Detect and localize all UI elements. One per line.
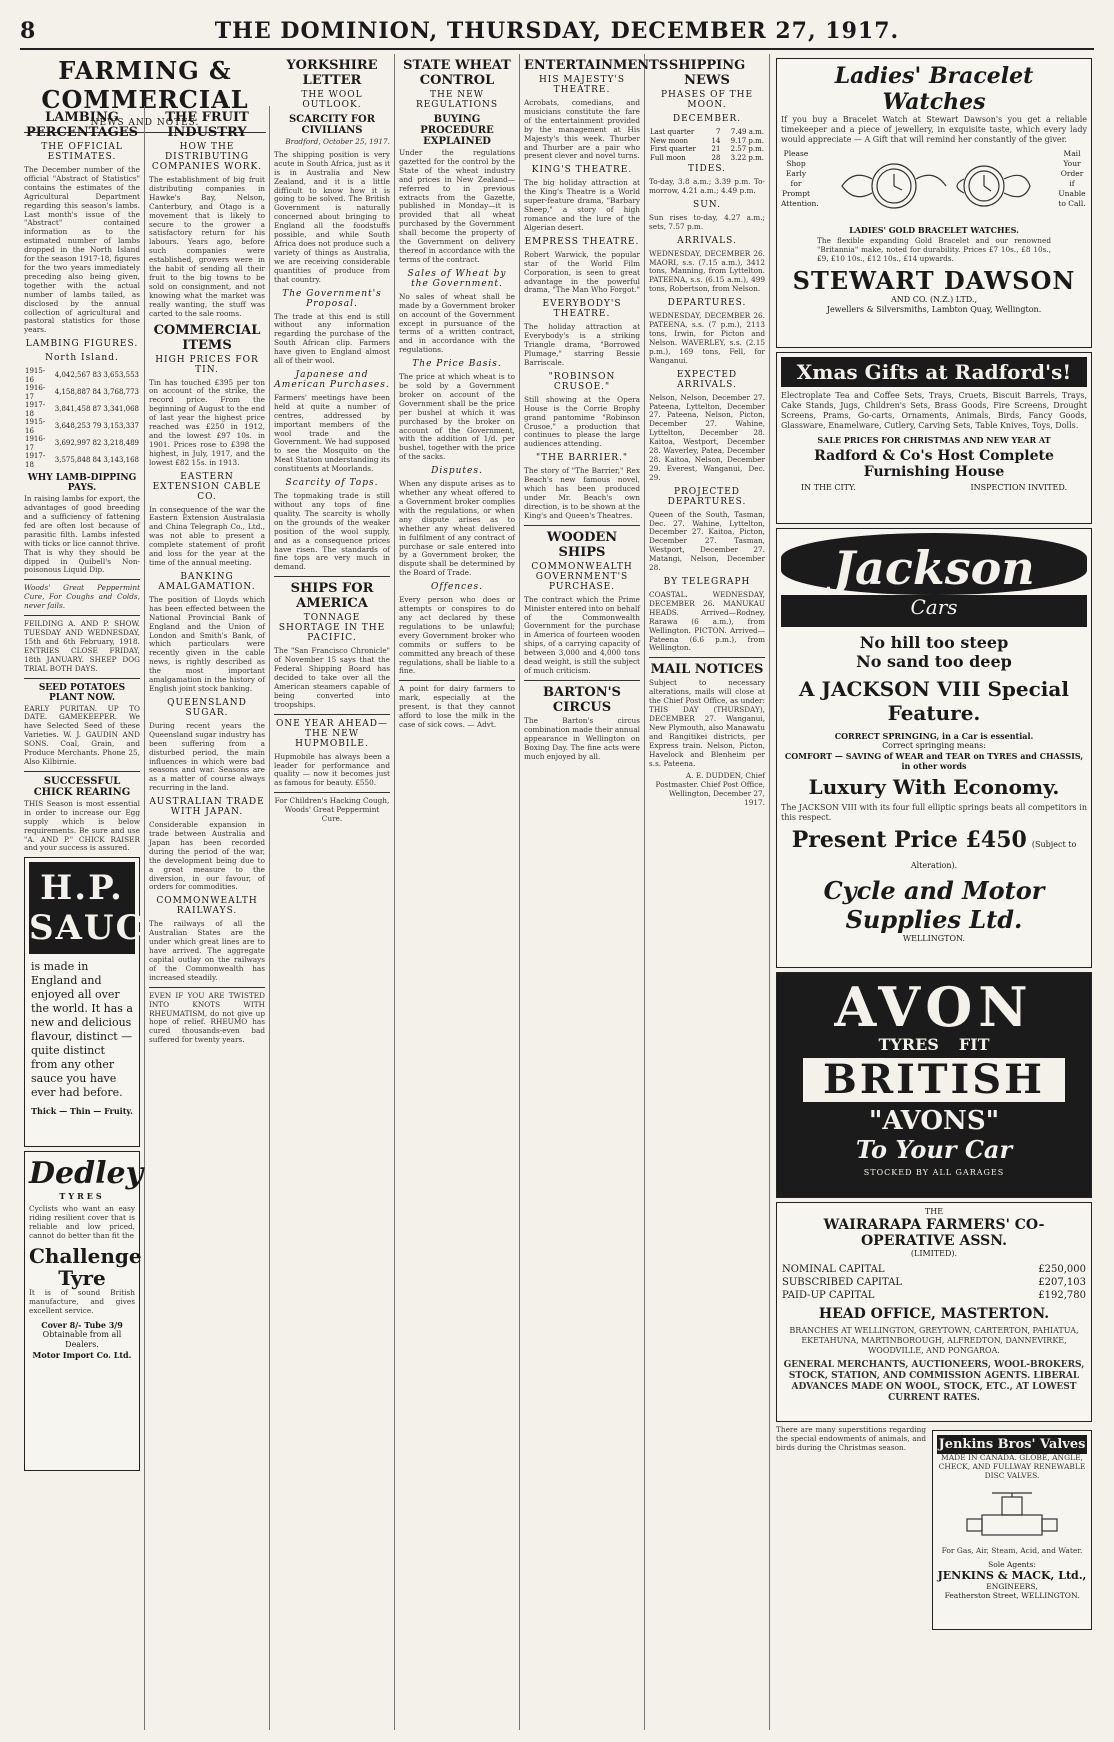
- table-cell: £207,103: [1038, 1277, 1086, 1288]
- yorkshire-title: YORKSHIRE LETTER: [286, 58, 378, 88]
- empress-title: EMPRESS THEATRE.: [524, 236, 640, 247]
- wheat-text4: When any dispute arises as to whether any wheat offered to a Government broker complies with the regulations, or when any dispute arises as to whether any wheat delivered in fulfilment of any contract of purchase or sale entered into by a Government broker, the dispute shall be determined by the Board of Trade.: [399, 479, 515, 578]
- hp-tag: Thick — Thin — Fruity.: [31, 1106, 133, 1117]
- wheat-text1: Under the regulations gazetted for the control by the State of the wheat industry and prices in New Zealand—referred to in previous extracts from the Gazette, published in Monday—it is provided that all wheat purchased by the Government shall become the property of the Government on delivery thereof in accordance with the terms of the contract.: [399, 148, 515, 264]
- table-cell: 4,158,887: [54, 388, 91, 397]
- table-cell: 3,692,997: [54, 439, 91, 448]
- wfa-limited: (LIMITED).: [910, 1249, 958, 1258]
- table-row: [781, 1276, 1087, 1289]
- table-row: [649, 145, 765, 154]
- radford-text: Electroplate Tea and Coffee Sets, Trays, Cruets, Biscuit Barrels, Trays, Cake Stands, Jugs, Children's Sets, Brass Goods, Fire Screens, Drought Screens, Prams, Go-carts, Ornaments, Animals, Birds, Fancy Goods, Glassware, Enamelware, Cutlery, Carving Sets, Table Knives, Toys, Dolls.: [781, 391, 1087, 430]
- wfa-services: GENERAL MERCHANTS, AUCTIONEERS, WOOL-BROKERS, STOCK, STATION, AND COMMISSION AGENTS. LIBERAL ADVANCES MADE ON WOOL, STOCK, ETC., AT LOWEST CURRENT RATES.: [783, 1360, 1085, 1403]
- table-cell: 3,218,489: [103, 439, 139, 448]
- wheat-text2: No sales of wheat shall be made by a Government broker on account of the Government except in pursuance of the terms of a written contract, and in accordance with the regulations.: [399, 291, 515, 355]
- divider: [399, 680, 515, 681]
- banking-text: The position of Lloyds which has been effected between the National Provincial Bank of England and the Union of London and Smith's Bank, of which particulars were recently given in the cable news, is rightly described as the most important amalgamation in the history of English joint stock banking.: [149, 594, 265, 693]
- wooden-ships-sub: COMMONWEALTH GOVERNMENT'S PURCHASE.: [531, 561, 633, 592]
- expected-title: EXPECTED ARRIVALS.: [676, 369, 738, 390]
- avon-fit: FIT: [958, 1035, 990, 1054]
- table-cell: Full moon: [650, 153, 686, 162]
- divider: [274, 714, 390, 715]
- table-row: [24, 418, 140, 435]
- kings-text: The big holiday attraction at the King's Theatre is a World super-feature drama, "Barbary Sheep," a story of high romance and the lure of the Algerian desert.: [524, 178, 640, 232]
- lambing-title: LAMBING PERCENTAGES: [25, 110, 139, 140]
- wooden-ships-title: WOODEN SHIPS: [546, 529, 618, 560]
- table-cell: Last quarter: [650, 128, 695, 136]
- entertainments-title: ENTERTAINMENTS: [524, 58, 669, 73]
- table-row: [24, 452, 140, 469]
- disputes-title: Disputes.: [431, 466, 483, 477]
- crusoe-title: "ROBINSON CRUSOE.": [548, 371, 616, 392]
- column-7-ads: [770, 54, 1094, 1730]
- yorkshire-sub2: SCARCITY FOR CIVILIANS: [288, 114, 376, 136]
- tides-title: TIDES.: [687, 164, 727, 174]
- watch-icon: [842, 164, 1030, 208]
- yorkshire-sub1: THE WOOL OUTLOOK.: [301, 90, 363, 110]
- radford-invite: INSPECTION INVITED.: [970, 483, 1067, 492]
- tyre-brand: Dedley: [29, 1156, 143, 1192]
- table-cell: 3,653,553: [103, 371, 139, 380]
- divider: [649, 657, 765, 658]
- watch-address: Jewellers & Silversmiths, Lambton Quay, Wellington.: [826, 304, 1042, 314]
- table-cell: 14: [711, 136, 721, 145]
- avon-tyres: TYRES: [878, 1035, 939, 1054]
- page-number: 8: [20, 18, 36, 44]
- price-title: The Price Basis.: [412, 359, 502, 370]
- projected-text: Queen of the South, Tasman, Dec. 27. Wahine, Lyttelton, December 27. Kaitoa, Picton, December 27. Tasman, Westport, December 27. Matangi, Nelson, December 28.: [649, 509, 765, 573]
- everybody-title: EVERYBODY'S THEATRE.: [542, 299, 622, 320]
- tyre-company: Motor Import Co. Ltd.: [32, 1349, 132, 1360]
- jenkins-address: Featherston Street, WELLINGTON.: [944, 1590, 1080, 1600]
- sun-title: SUN.: [693, 199, 721, 210]
- watch-side-left: Please Shop Early for Prompt Attention.: [781, 149, 819, 208]
- banking-title: BANKING AMALGAMATION.: [158, 571, 256, 592]
- wheat-title: STATE WHEAT CONTROL: [403, 58, 511, 88]
- lambing-subtitle: THE OFFICIAL ESTIMATES.: [41, 142, 123, 162]
- avon-british: BRITISH: [803, 1058, 1065, 1102]
- departures-title: DEPARTURES.: [667, 298, 747, 309]
- wooden-ships-text: The contract which the Prime Minister entered into on behalf of the Commonwealth Government for the purchase in America of fourteen wooden ships, of a carrying capacity of between 3,000 and 4,000 tons dead weight, is still the subject of much criticism.: [524, 594, 640, 675]
- japan-title: Japanese and American Purchases.: [274, 369, 390, 390]
- divider: [24, 615, 140, 616]
- divider: [274, 792, 390, 793]
- fruit-text: The establishment of big fruit distributing companies in Hawke's Bay, Nelson, Canterbury, and Otago is a movement that is likely to secure to the grower a satisfactory return for his labours. Years ago, before such companies were established, growers were in the habit of sending all their fruit to the big towns to be sold on consignment, and not knowing what the market was really wanting, the stuff was carted to the sale rooms.: [149, 175, 265, 318]
- bracelet-watch-illustration: [834, 149, 1034, 223]
- wheat-text5: Every person who does or attempts or conspires to do any act declared by these regulations to be unlawful; every Government broker who commits or suffers to be committed any breach of these regulations, shall be liable to a fine.: [399, 595, 515, 676]
- jenkins-valves-ad: [932, 1430, 1092, 1630]
- lambing-table-subtitle: North Island.: [45, 353, 119, 364]
- ships-america-sub: TONNAGE SHORTAGE IN THE PACIFIC.: [278, 613, 386, 644]
- jenkins-agents: Sole Agents:: [988, 1559, 1036, 1569]
- jenkins-title: Jenkins Bros' Valves: [938, 1437, 1086, 1452]
- yorkshire-text4: The topmaking trade is still without any tops of fine quality. The scarcity is wholly on the grounds of the weaker position of the wool supply, and as a consequence prices have risen. The standards of fine tops are very much in demand.: [274, 491, 390, 572]
- radford-title: Xmas Gifts at Radford's!: [781, 357, 1087, 387]
- jackson-spring2: Correct springing means:: [882, 741, 986, 750]
- moon-title: PHASES OF THE MOON.: [660, 90, 754, 110]
- hupmobile-title: ONE YEAR AHEAD—THE NEW HUPMOBILE.: [276, 718, 388, 749]
- yorkshire-text3: Farmers' meetings have been held at quite a number of centres, addressed by important members of the wool trade and the Government. We had supposed to see the Mosquito on the Meat Station understanding its constituents at Moorlands.: [274, 392, 390, 474]
- masthead-title: THE DOMINION, THURSDAY, DECEMBER 27, 1917.: [214, 18, 900, 44]
- table-cell: £192,780: [1038, 1290, 1086, 1301]
- hupmobile-text: Hupmobile has always been a leader for performance and quality — now it becomes just as famous for beauty. £550.: [274, 751, 390, 788]
- watch-company2: AND CO. (N.Z.) LTD.,: [890, 294, 978, 304]
- avon-car: To Your Car: [855, 1135, 1013, 1164]
- seed-title: SEED POTATOES PLANT NOW.: [38, 682, 126, 703]
- cable-text: In consequence of the war the Eastern Extension Australasia and China Telegraph Co., Ltd., was not able to present a complete statement of profit and loss for the year at the time of the annual meeting.: [149, 504, 265, 567]
- divider: [274, 576, 390, 577]
- table-row: [781, 1289, 1087, 1302]
- stewart-dawson-ad: [776, 58, 1092, 348]
- table-cell: 3,768,773: [103, 388, 139, 397]
- wfa-the: THE: [924, 1207, 944, 1216]
- railways-text: The railways of all the Australian States are the under which great lines are to have arrived. The aggregate capital outlay on the railways of the Commonwealth has increased steadily.: [149, 919, 265, 982]
- table-cell: 3,143,168: [103, 456, 139, 465]
- jackson-text: The JACKSON VIII with its four full elliptic springs beats all competitors in this respect.: [781, 803, 1087, 822]
- table-cell: 7: [715, 128, 721, 136]
- table-cell: 83: [92, 371, 102, 380]
- divider: [24, 771, 140, 772]
- lambing-table: [24, 367, 140, 469]
- cough-notice: For Children's Hacking Cough, Woods' Great Peppermint Cure.: [274, 796, 390, 824]
- watch-text: If you buy a Bracelet Watch at Stewart Dawson's you get a reliable timekeeper and a piece of jewellery, in exquisite taste, which every lady would appreciate — A Gift that will remind her constantly of the giver.: [781, 115, 1087, 144]
- expected-text: Nelson, Nelson, December 27. Pateena, Lyttelton, December 27. Pateena, Nelson, Picton, December 27. Wahine, Lyttelton, December 28. Kaitoa, Westport, December 28. Waverley, Patea, December 28. Kaitoa, Nelson, December 29. Everest, Wanganui, Dec. 29.: [649, 392, 765, 482]
- circus-title: BARTON'S CIRCUS: [543, 684, 621, 715]
- show-notice: FEILDING A. AND P. SHOW. TUESDAY AND WEDNESDAY, 15th and 6th February, 1918. ENTRIES CLOSE FRIDAY, 18th JANUARY. SHEEP DOG TRIAL BOTH DAYS.: [24, 619, 140, 673]
- telegraph-text: COASTAL. WEDNESDAY, DECEMBER 26. MANUKAU HEADS. Arrived—Rodney, Rarawa (6 a.m.), from Wellington. PICTON. Arrived—Pateena (6.6 p.m.), from Wellington.: [649, 590, 765, 653]
- table-cell: 1915-16: [25, 418, 46, 435]
- watch-company: STEWART DAWSON: [792, 265, 1076, 295]
- column-4: [395, 54, 520, 1730]
- barrier-title: "THE BARRIER.": [536, 453, 628, 464]
- rheumo-notice: EVEN IF YOU ARE TWISTED INTO KNOTS WITH RHEUMATISM, do not give up hope of relief. RHEUMO has cured thousands-even bad suffered for twenty years.: [149, 990, 265, 1045]
- table-row: [24, 401, 140, 418]
- mail-title: MAIL NOTICES: [650, 662, 764, 678]
- misc-text: There are many superstitions regarding the special endowments of animals, and birds during the Christmas season.: [776, 1425, 926, 1452]
- valve-illustration: [937, 1485, 1087, 1545]
- crusoe-text: Still showing at the Opera House is the Corrie Brophy grand pantomime "Robinson Crusoe," a production that continues to please the large audiences attending.: [524, 394, 640, 449]
- table-row: [24, 384, 140, 401]
- watch-item: LADIES' GOLD BRACELET WATCHES.: [849, 225, 1019, 235]
- yorkshire-text1: The shipping position is very acute in South Africa, just as it is in Australia and New Zealand, and it is a little difficult to know how it is going to be solved. The British Government is naturally concerned about bringing to England all the foodstuffs possible, and while South Africa does not produce such a variety of things as Australia, we are receiving considerable quantities of produce from that country.: [274, 149, 390, 284]
- sales-title: Sales of Wheat by the Government.: [407, 268, 507, 289]
- tyre-product: Challenge Tyre: [29, 1243, 142, 1290]
- section-subtitle: NEWS AND NOTES.: [90, 118, 200, 128]
- departures-text: WEDNESDAY, DECEMBER 26. PATEENA, s.s. (7 p.m.), 2113 tons, Irwin, for Picton and Nelson. WAVERLEY, s.s. (2.15 p.m.), 169 tons, Fell, for Wanganui.: [649, 311, 765, 365]
- lambing-table-title: LAMBING FIGURES.: [25, 339, 139, 350]
- watch-title: Ladies' Bracelet Watches: [834, 63, 1034, 115]
- radford-sale: SALE PRICES FOR CHRISTMAS AND NEW YEAR AT: [817, 435, 1051, 445]
- table-cell: 1917-18: [25, 452, 46, 469]
- tyre-detail: It is of sound British manufacture, and gives excellent service.: [29, 1287, 135, 1315]
- circus-text: The Barton's circus combination made their annual appearance in Wellington on Boxing Day. The fine acts were much enjoyed by all.: [524, 715, 640, 761]
- column-6: [645, 54, 770, 1730]
- wairarapa-farmers-ad: [776, 1202, 1092, 1422]
- divider: [24, 678, 140, 679]
- avon-brand: AVON: [834, 975, 1034, 1039]
- table-row: [781, 1263, 1087, 1276]
- fruit-subtitle: HOW THE DISTRIBUTING COMPANIES WORK.: [151, 142, 263, 172]
- barrier-text: The story of "The Barrier," Rex Beach's new famous novel, which has been produced under Mr. Beach's own direction, is to be shown at the King's and Queen's Theatres.: [524, 466, 640, 520]
- chick-title: SUCCESSFUL CHICK REARING: [33, 775, 131, 798]
- moon-month: DECEMBER.: [672, 114, 742, 124]
- offences-title: Offences.: [430, 582, 483, 593]
- table-cell: 28: [711, 153, 721, 162]
- jackson-spring: CORRECT SPRINGING, in a Car is essential.: [834, 731, 1034, 741]
- table-cell: 3,153,337: [103, 422, 139, 431]
- jackson-price-note: (Subject to Alteration).: [910, 840, 1077, 870]
- jenkins-role: ENGINEERS,: [986, 1581, 1038, 1591]
- jackson-city: WELLINGTON.: [902, 934, 966, 943]
- table-cell: 3,575,848: [54, 456, 91, 465]
- table-cell: 1916-17: [25, 435, 46, 452]
- commercial-text: Tin has touched £395 per ton on account of the strike, the record price. From the beginning of August to the end of last year the highest price reached was £250 in 1912, and the lowest £97 10s. in 1901. Prices rose to £398 the highest, in July, 1917, and the lowest £82 15s. in 1913.: [149, 377, 265, 467]
- table-cell: 3,841,458: [54, 405, 91, 414]
- tyre-price: Cover 8/- Tube 3/9: [41, 1319, 123, 1330]
- majesty-title: HIS MAJESTY'S THEATRE.: [538, 75, 626, 95]
- table-cell: 84: [92, 456, 102, 465]
- wfa-office: HEAD OFFICE, MASTERTON.: [818, 1306, 1050, 1322]
- dipping-title: WHY LAMB-DIPPING PAYS.: [27, 473, 137, 494]
- dedley-tyre-ad: [24, 1151, 143, 1471]
- ships-america-text: The "San Francisco Chronicle" of November 15 says that the Federal Shipping Board has decided to take over all the American steamers capable of being converted into troopships.: [274, 646, 390, 709]
- table-cell: 82: [92, 439, 102, 448]
- avon-stocked: STOCKED BY ALL GARAGES: [863, 1168, 1005, 1177]
- table-row: [24, 435, 140, 452]
- ships-america-title: SHIPS FOR AMERICA: [290, 581, 374, 612]
- majesty-text: Acrobats, comedians, and musicians constitute the fare of the entertainment provided by the management at His Majesty's this week. Thurber and Thurber are a pair who present clever and novel turns.: [524, 98, 640, 161]
- divider: [524, 680, 640, 681]
- radford-company: Radford & Co's Host Complete Furnishing House: [814, 448, 1054, 480]
- wheat-sub2: BUYING PROCEDURE EXPLAINED: [420, 114, 494, 147]
- kings-title: KING'S THEATRE.: [531, 165, 633, 176]
- table-cell: 87: [92, 405, 102, 414]
- table-cell: 4,042,567: [54, 371, 91, 380]
- sugar-text: During recent years the Queensland sugar industry has been suffering from a disturbed period, the main influences in which were bad seasons and war. Seasons are as a matter of course always recurring in the land.: [149, 720, 265, 793]
- scarcity-title: Scarcity of Tops.: [285, 478, 379, 489]
- table-cell: NOMINAL CAPITAL: [782, 1264, 885, 1275]
- jackson-feature: A JACKSON VIII Special Feature.: [799, 677, 1069, 725]
- moon-table: [649, 128, 765, 162]
- dipping-text: In raising lambs for export, the advantages of good breeding and a sufficiency of fattening fed are often lost because of parasitic filth. Lambs infested with ticks or lice cannot thrive. That is why they should be dipped in Quibell's Non-poisonous Liquid Dip.: [24, 494, 140, 575]
- chick-text: THIS Season is most essential in order to increase our Egg supply which is below requirements. Be sure and use "A. AND P." CHICK RAISER and your success is assured.: [24, 798, 140, 853]
- jackson-tag2: No sand too deep: [856, 652, 1012, 671]
- watch-desc: The flexible expanding Gold Bracelet and our renowned "Britannia" make, noted for durability. Prices £7 10s., £8 10s., £9, £10 10s., £12 10s., £14 upwards.: [817, 236, 1051, 263]
- tides-text: To-day, 3.8 a.m.; 3.39 p.m. To-morrow, 4.21 a.m.; 4.49 p.m.: [649, 177, 765, 195]
- table-cell: £250,000: [1038, 1264, 1086, 1275]
- telegraph-title: BY TELEGRAPH: [663, 577, 751, 587]
- column-1: [20, 106, 173, 1730]
- table-row: [649, 137, 765, 146]
- table-cell: New moon: [650, 136, 689, 145]
- jackson-cars: Cars: [781, 595, 1087, 627]
- table-cell: 1917-18: [25, 401, 46, 418]
- table-cell: 1916-17: [25, 384, 46, 401]
- tyre-dealer: Obtainable from all Dealers.: [42, 1329, 122, 1349]
- masthead: [20, 14, 1094, 50]
- fruit-title: THE FRUIT INDUSTRY: [165, 110, 249, 140]
- table-row: [24, 367, 140, 384]
- hp-text: is made in England and enjoyed all over the world. It has a new and delicious flavour, distinct — quite distinct from any other sauce you have ever had before.: [31, 960, 133, 1100]
- yorkshire-dateline: Bradford, October 25, 1917.: [285, 137, 390, 146]
- wfa-branches: BRANCHES AT WELLINGTON, GREYTOWN, CARTERTON, PAHIATUA, EKETAHUNA, MARTINBOROUGH, ALFREDTON, DANNEVIRKE, WOODVILLE, AND PONGAROA.: [789, 1326, 1079, 1355]
- mail-foot: A. E. DUDDEN, Chief Postmaster. Chief Post Office, Wellington, December 27, 1917.: [655, 771, 765, 808]
- projected-title: PROJECTED DEPARTURES.: [667, 486, 747, 507]
- table-cell: PAID-UP CAPITAL: [782, 1290, 875, 1301]
- table-cell: 84: [92, 388, 102, 397]
- dairy-notice: A point for dairy farmers to mark, especially at the present, is that they cannot afford to lose the milk in the case of sick cows. — Advt.: [399, 684, 515, 729]
- yorkshire-text2: The trade at this end is still without any information regarding the purchase of the South African clip. Farmers have given to England almost all of their wool.: [274, 311, 390, 366]
- table-cell: 79: [92, 422, 102, 431]
- cable-title: EASTERN EXTENSION CABLE CO.: [152, 471, 262, 502]
- trade-text: Considerable expansion in trade between Australia and Japan has been recorded during the period of the war, the development being due to a great measure to the diversion, in our favour, of orders for commodities.: [149, 820, 265, 892]
- table-row: [649, 128, 765, 137]
- jackson-dealer: Cycle and Motor Supplies Ltd.: [823, 876, 1045, 934]
- table-cell: 3,341,068: [103, 405, 139, 414]
- column-2: [145, 106, 270, 1730]
- commercial-subtitle: HIGH PRICES FOR TIN.: [155, 354, 259, 375]
- capital-table: [781, 1263, 1087, 1302]
- table-cell: 9.17 p.m.: [730, 136, 764, 145]
- divider: [524, 525, 640, 526]
- section-title: FARMING & COMMERCIAL: [41, 56, 249, 114]
- proposals-title: The Government's Proposal.: [282, 288, 382, 309]
- table-cell: 21: [711, 145, 721, 153]
- table-cell: 2.57 p.m.: [730, 145, 764, 153]
- jackson-brand: Jackson: [781, 533, 1087, 595]
- sun-text: Sun rises to-day, 4.27 a.m.; sets, 7.57 p.m.: [649, 212, 765, 231]
- table-cell: 3,648,253: [54, 422, 91, 431]
- jenkins-text: MADE IN CANADA. GLOBE, ANGLE, CHECK, AND FULLWAY RENEWABLE DISC VALVES.: [938, 1453, 1086, 1480]
- wheat-text3: The price at which wheat is to be sold by a Government broker on account of the Government shall be the price per bushel at which it was purchased by the broker on account of the Government, with the addition of 1/d. per bushel, together with the price of the sacks.: [399, 372, 515, 462]
- everybody-text: The holiday attraction at Everybody's is a striking Triangle drama, "Borrowed Plumage," starring Bessie Barriscale.: [524, 322, 640, 367]
- table-cell: 1915-16: [25, 367, 46, 384]
- radford-ad: [776, 352, 1092, 524]
- arrivals-text: WEDNESDAY, DECEMBER 26. MAORI, s.s. (7.15 a.m.), 3412 tons, Manning, from Lyttelton. PATEENA, s.s. (6.15 a.m.), 499 tons, Robertson, from Nelson.: [649, 248, 765, 294]
- jenkins-text2: For Gas, Air, Steam, Acid, and Water.: [941, 1545, 1083, 1555]
- table-cell: 3.22 p.m.: [730, 153, 764, 162]
- lambing-text: The December number of the official "Abstract of Statistics" contains the estimates of the Agricultural Department regarding this season's lambs. Last month's issue of the "Abstract" contained information as to the estimated number of lambs dropped in the North Island for the season 1917-18, figures for the two years immediately preceding also being given, together with the actual number of lambs tailed, as disclosed by the annual collection of agricultural and pastoral statistics for those years.: [24, 165, 140, 335]
- seed-text: EARLY PURITAN. UP TO DATE. GAMEKEEPER. We have Selected Seed of these Varieties. W. J. GAUDIN AND SONS. Coal, Grain, and Produce Merchants. Phone 25, Also Kilbirnie.: [24, 703, 140, 766]
- jackson-tag1: No hill too steep: [859, 633, 1009, 652]
- mail-text: Subject to necessary alterations, mails will close at the Chief Post Office, as under: THIS DAY (THURSDAY), DECEMBER 27. Wanganui, New Plymouth, also Manawatu and Rangitikei districts, per Express train. Nelson, Picton, Havelock and Blenheim per s.s. Pateena.: [649, 678, 765, 768]
- tyre-tag: TYRES: [59, 1191, 105, 1202]
- commercial-title: COMMERCIAL ITEMS: [153, 322, 261, 353]
- table-row: [649, 154, 765, 163]
- empress-text: Robert Warwick, the popular star of the World Film Corporation, is seen to great advantage in the powerful drama, "The Man Who Forgot.": [524, 249, 640, 295]
- wfa-title: WAIRARAPA FARMERS' CO-OPERATIVE ASSN.: [823, 1217, 1045, 1249]
- table-cell: First quarter: [650, 145, 696, 153]
- avon-avons: "AVONS": [868, 1106, 1000, 1136]
- table-cell: 7.49 a.m.: [730, 128, 764, 136]
- valve-icon: [967, 1493, 1057, 1535]
- table-cell: SUBSCRIBED CAPITAL: [782, 1277, 902, 1288]
- tyre-text: Cyclists who want an easy riding resilient cover that is reliable and low priced, cannot do better than fit the: [29, 1204, 135, 1241]
- peppermint-notice: Woods' Great Peppermint Cure, For Coughs and Colds, never fails.: [24, 583, 140, 611]
- avon-tyres-ad: [776, 972, 1092, 1198]
- arrivals-title: ARRIVALS.: [677, 235, 737, 246]
- shipping-title: SHIPPING NEWS: [668, 58, 746, 88]
- watch-side-right: Mail Your Order if Unable to Call.: [1058, 149, 1086, 208]
- divider: [149, 987, 265, 988]
- jackson-luxury: Luxury With Economy.: [808, 775, 1060, 799]
- sugar-title: QUEENSLAND SUGAR.: [167, 697, 247, 718]
- radford-city: IN THE CITY.: [801, 483, 856, 492]
- jenkins-company: JENKINS & MACK, Ltd.,: [937, 1568, 1087, 1582]
- hp-brand: H.P. SAUCE: [29, 862, 135, 954]
- hp-sauce-ad: [24, 857, 173, 1147]
- wheat-sub1: THE NEW REGULATIONS: [415, 90, 499, 110]
- column-3: [270, 54, 395, 1730]
- divider: [24, 579, 140, 580]
- jackson-price: Present Price £450: [791, 827, 1027, 853]
- trade-title: AUSTRALIAN TRADE WITH JAPAN.: [149, 797, 265, 818]
- railways-title: COMMONWEALTH RAILWAYS.: [156, 896, 258, 917]
- jackson-comfort: COMFORT — SAVING of WEAR and TEAR on TYRES and CHASSIS, in other words: [784, 751, 1084, 771]
- jackson-cars-ad: [776, 528, 1092, 968]
